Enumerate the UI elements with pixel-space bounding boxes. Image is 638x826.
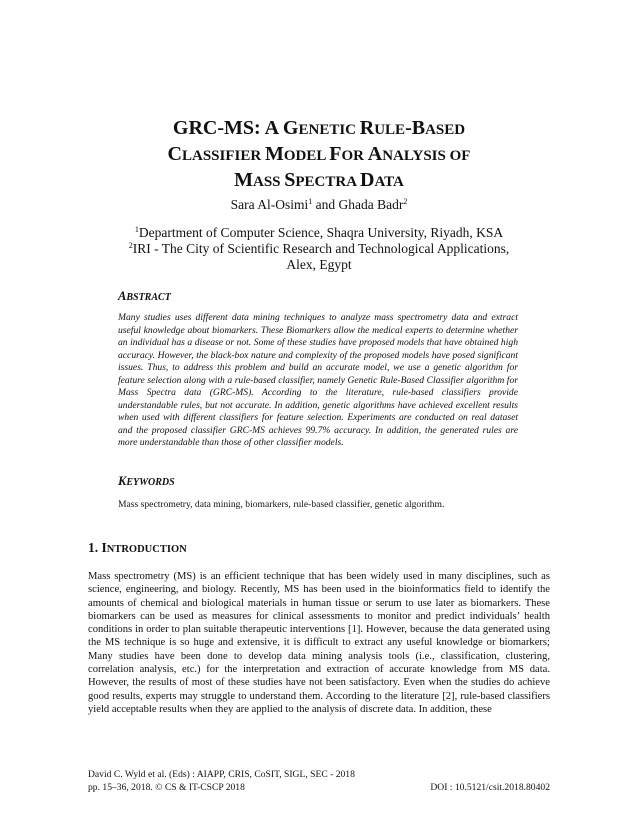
title-text: D xyxy=(359,169,375,191)
title-text: M xyxy=(234,169,253,191)
heading-text: 1. I xyxy=(88,540,107,555)
footer-citation: David C. Wyld et al. (Eds) : AIAPP, CRIS, CoSIT, SIGL, SEC - 2018 xyxy=(88,769,355,780)
affiliation-2-cont: Alex, Egypt xyxy=(286,257,352,272)
title-text: GRC-MS: A xyxy=(172,117,283,139)
title-text: NALYSIS OF xyxy=(382,148,471,164)
title-text: M xyxy=(264,143,284,165)
affiliation-list xyxy=(60,225,578,273)
title-text: ASED xyxy=(425,122,466,138)
title-text: R xyxy=(359,117,375,139)
author-name: Ghada Badr xyxy=(338,197,404,212)
title-text: -B xyxy=(405,117,426,139)
affiliation-1 xyxy=(60,225,578,241)
affiliation-mark: 2 xyxy=(128,241,133,250)
footer-row xyxy=(88,781,550,794)
author-conjunction: and xyxy=(312,197,339,212)
author-name: Sara Al-Osimi xyxy=(230,197,309,212)
heading-text: BSTRACT xyxy=(126,292,171,303)
title-line-3 xyxy=(60,168,578,194)
abstract-heading xyxy=(118,289,171,305)
title-text: ATA xyxy=(374,174,404,190)
title-text: ULE xyxy=(374,122,406,138)
footer-pages: pp. 15–36, 2018. © CS & IT-CSCP 2018 xyxy=(88,782,245,793)
title-text: PECTRA xyxy=(295,174,360,190)
footer-doi: DOI : 10.5121/csit.2018.80402 xyxy=(430,782,550,793)
keywords-heading xyxy=(118,474,175,490)
author-affiliation-mark: 2 xyxy=(403,197,408,206)
heading-text: EYWORDS xyxy=(126,477,175,488)
title-line-1 xyxy=(60,116,578,142)
heading-text: K xyxy=(118,474,127,488)
title-text: ODEL xyxy=(283,148,330,164)
author-list xyxy=(60,197,578,213)
title-text: ENETIC xyxy=(298,122,360,138)
author-affiliation-mark: 1 xyxy=(308,197,313,206)
keywords-body: Mass spectrometry, data mining, biomarkers, rule-based classifier, genetic algorithm. xyxy=(118,499,445,510)
page-footer xyxy=(88,768,550,794)
title-text: LASSIFIER xyxy=(182,148,265,164)
title-text: F xyxy=(329,143,342,165)
title-text: ASS xyxy=(252,174,285,190)
title-text: C xyxy=(167,143,182,165)
affiliation-text: IRI - The City of Scientific Research and Technological Applications, xyxy=(132,241,510,256)
title-text: G xyxy=(282,117,299,139)
affiliation-mark: 1 xyxy=(134,225,139,234)
title-line-2 xyxy=(60,142,578,168)
abstract-body: Many studies uses different data mining techniques to analyze mass spectrometry data and extract useful knowledge about biomarkers. These Biomarkers allow the medical experts to determine whether an individual has a disease or not. Some of these studies have proposed models that have obtained high accuracy. However, the black-box nature and complexity of the proposed models have posed significant issues. Thus, to address this problem and build an accurate model, we use a genetic algorithm for feature selection along with a rule-based classifier, namely Genetic Rule-Based Classifier algorithm for Mass Spectra data (GRC-MS). According to the literature, rule-based classifiers provide understandable rules, but not accurate. In addition, genetic algorithms have achieved excellent results when used with different classifiers for feature selection. Experiments are conducted on real dataset and the proposed classifier GRC-MS achieves 99.7% accuracy. In addition, the generated rules are more understandable than those of other classifier models. xyxy=(118,312,518,448)
affiliation-text: Department of Computer Science, Shaqra University, Riyadh, KSA xyxy=(138,225,504,240)
title-text: OR xyxy=(341,148,368,164)
introduction-body: Mass spectrometry (MS) is an efficient technique that has been widely used in many disciplines, such as science, engineering, and biology. Recently, MS has been used in the bioinformatics field to identify the amounts of chemical and biological materials in human tissue or serum to use later as biomarkers. These biomarkers can be used as measures for clinical assessments to monitor and predict individuals’ health conditions in order to plan suitable therapeutic interventions [1]. However, because the data generated using the MS technique is so huge and extensive, it is difficult to extract any useful knowledge or biomarkers; Many studies have been done to develop data mining analysis tools (i.e., classification, clustering, correlation analysis, etc.) for the interpretation and extraction of accurate knowledge from MS data. However, the results of most of these studies have not been satisfactory. Even when the studies do achieve good results, experts may struggle to understand them. According to the literature [2], rule-based classifiers yield acceptable results when they are applied to the analysis of discrete data. In addition, these xyxy=(88,571,550,715)
heading-text: A xyxy=(118,289,127,303)
introduction-heading xyxy=(88,540,187,558)
affiliation-2 xyxy=(60,241,578,257)
title-text: S xyxy=(284,169,296,191)
paper-title xyxy=(60,116,578,194)
title-text: A xyxy=(367,143,383,165)
heading-text: NTRODUCTION xyxy=(106,544,187,555)
